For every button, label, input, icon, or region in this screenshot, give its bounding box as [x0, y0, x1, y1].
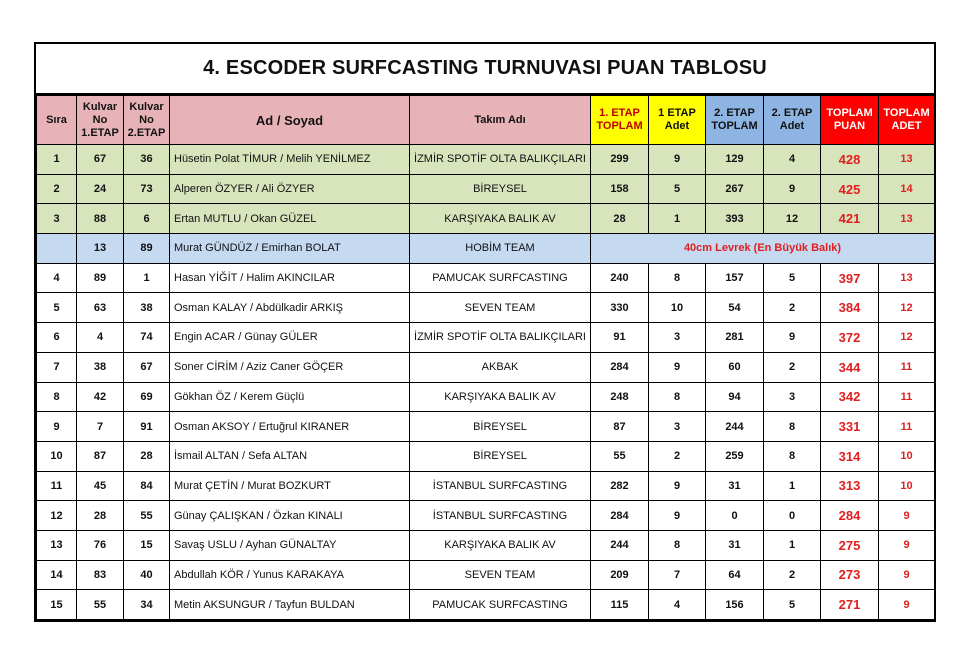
cell-kulvar-1: 67	[77, 145, 124, 175]
cell-sira: 14	[37, 560, 77, 590]
cell-toplam-adet: 11	[879, 412, 935, 442]
cell-note: 40cm Levrek (En Büyük Balık)	[591, 234, 935, 264]
cell-etap1-adet: 5	[649, 174, 706, 204]
cell-etap1-toplam: 299	[591, 145, 649, 175]
table-row	[37, 263, 935, 293]
table-row	[37, 471, 935, 501]
cell-takim: İSTANBUL SURFCASTING	[410, 471, 591, 501]
cell-sira: 9	[37, 412, 77, 442]
cell-sira: 6	[37, 323, 77, 353]
cell-kulvar-1: 87	[77, 441, 124, 471]
cell-kulvar-2: 84	[124, 471, 170, 501]
cell-toplam-adet: 11	[879, 382, 935, 412]
cell-sira: 7	[37, 352, 77, 382]
cell-etap2-toplam: 31	[706, 471, 764, 501]
cell-takim: BİREYSEL	[410, 441, 591, 471]
table-row	[37, 293, 935, 323]
cell-toplam-puan: 372	[821, 323, 879, 353]
cell-kulvar-1: 55	[77, 590, 124, 620]
cell-toplam-puan: 314	[821, 441, 879, 471]
cell-sira: 15	[37, 590, 77, 620]
cell-toplam-puan: 397	[821, 263, 879, 293]
cell-etap1-adet: 9	[649, 501, 706, 531]
cell-toplam-adet: 9	[879, 530, 935, 560]
cell-sira: 11	[37, 471, 77, 501]
header-takim: Takım Adı	[410, 96, 591, 145]
cell-etap1-toplam: 28	[591, 204, 649, 234]
cell-ad-soyad: Osman AKSOY / Ertuğrul KIRANER	[170, 412, 410, 442]
cell-takim: SEVEN TEAM	[410, 560, 591, 590]
cell-etap1-adet: 9	[649, 471, 706, 501]
table-row	[37, 204, 935, 234]
cell-etap1-toplam: 115	[591, 590, 649, 620]
cell-etap1-toplam: 240	[591, 263, 649, 293]
cell-etap1-toplam: 330	[591, 293, 649, 323]
cell-etap1-adet: 8	[649, 382, 706, 412]
cell-etap2-adet: 9	[764, 174, 821, 204]
cell-toplam-puan: 271	[821, 590, 879, 620]
cell-takim: AKBAK	[410, 352, 591, 382]
cell-etap2-adet: 5	[764, 590, 821, 620]
table-row	[37, 145, 935, 175]
header-etap2-adet: 2. ETAP Adet	[764, 96, 821, 145]
cell-etap1-adet: 3	[649, 323, 706, 353]
table-row	[37, 501, 935, 531]
cell-sira: 3	[37, 204, 77, 234]
cell-etap1-toplam: 284	[591, 352, 649, 382]
table-row	[37, 234, 935, 264]
header-row	[37, 96, 935, 145]
cell-etap1-adet: 2	[649, 441, 706, 471]
cell-takim: HOBİM TEAM	[410, 234, 591, 264]
cell-takim: İZMİR SPOTİF OLTA BALIKÇILARI	[410, 323, 591, 353]
cell-kulvar-1: 38	[77, 352, 124, 382]
cell-takim: İSTANBUL SURFCASTING	[410, 501, 591, 531]
header-toplam-adet: TOPLAM ADET	[879, 96, 935, 145]
cell-etap2-adet: 5	[764, 263, 821, 293]
cell-toplam-puan: 313	[821, 471, 879, 501]
cell-kulvar-1: 28	[77, 501, 124, 531]
cell-kulvar-1: 42	[77, 382, 124, 412]
cell-etap1-adet: 7	[649, 560, 706, 590]
cell-ad-soyad: Gökhan ÖZ / Kerem Güçlü	[170, 382, 410, 412]
cell-takim: PAMUCAK SURFCASTING	[410, 590, 591, 620]
cell-kulvar-2: 15	[124, 530, 170, 560]
cell-etap2-toplam: 60	[706, 352, 764, 382]
cell-toplam-puan: 344	[821, 352, 879, 382]
table-row	[37, 352, 935, 382]
cell-etap2-toplam: 244	[706, 412, 764, 442]
cell-kulvar-1: 76	[77, 530, 124, 560]
cell-ad-soyad: Osman KALAY / Abdülkadir ARKIŞ	[170, 293, 410, 323]
cell-etap2-toplam: 64	[706, 560, 764, 590]
cell-takim: PAMUCAK SURFCASTING	[410, 263, 591, 293]
cell-etap2-adet: 8	[764, 441, 821, 471]
cell-ad-soyad: Alperen ÖZYER / Ali ÖZYER	[170, 174, 410, 204]
cell-toplam-adet: 9	[879, 560, 935, 590]
cell-toplam-adet: 12	[879, 293, 935, 323]
cell-ad-soyad: Soner CİRİM / Aziz Caner GÖÇER	[170, 352, 410, 382]
cell-etap2-toplam: 157	[706, 263, 764, 293]
cell-toplam-puan: 331	[821, 412, 879, 442]
score-sheet	[34, 42, 936, 622]
cell-toplam-adet: 13	[879, 263, 935, 293]
cell-etap1-toplam: 282	[591, 471, 649, 501]
cell-sira: 8	[37, 382, 77, 412]
cell-etap2-toplam: 156	[706, 590, 764, 620]
cell-etap1-toplam: 284	[591, 501, 649, 531]
cell-toplam-adet: 9	[879, 501, 935, 531]
cell-toplam-adet: 10	[879, 471, 935, 501]
cell-kulvar-1: 4	[77, 323, 124, 353]
cell-etap1-adet: 3	[649, 412, 706, 442]
cell-toplam-puan: 384	[821, 293, 879, 323]
header-kulvar-2: Kulvar No 2.ETAP	[124, 96, 170, 145]
cell-etap1-toplam: 87	[591, 412, 649, 442]
cell-sira: 10	[37, 441, 77, 471]
cell-kulvar-1: 83	[77, 560, 124, 590]
cell-etap2-adet: 2	[764, 560, 821, 590]
cell-toplam-adet: 10	[879, 441, 935, 471]
cell-takim: SEVEN TEAM	[410, 293, 591, 323]
cell-etap1-adet: 10	[649, 293, 706, 323]
cell-toplam-adet: 13	[879, 145, 935, 175]
cell-kulvar-1: 45	[77, 471, 124, 501]
cell-kulvar-2: 6	[124, 204, 170, 234]
table-row	[37, 560, 935, 590]
cell-etap2-adet: 1	[764, 471, 821, 501]
cell-toplam-puan: 275	[821, 530, 879, 560]
cell-toplam-puan: 421	[821, 204, 879, 234]
cell-ad-soyad: Murat GÜNDÜZ / Emirhan BOLAT	[170, 234, 410, 264]
header-sira: Sıra	[37, 96, 77, 145]
cell-kulvar-2: 55	[124, 501, 170, 531]
cell-ad-soyad: Metin AKSUNGUR / Tayfun BULDAN	[170, 590, 410, 620]
cell-etap1-toplam: 244	[591, 530, 649, 560]
cell-etap2-adet: 8	[764, 412, 821, 442]
cell-takim: BİREYSEL	[410, 174, 591, 204]
cell-kulvar-2: 38	[124, 293, 170, 323]
cell-ad-soyad: Hüsetin Polat TİMUR / Melih YENİLMEZ	[170, 145, 410, 175]
cell-kulvar-2: 36	[124, 145, 170, 175]
cell-sira: 13	[37, 530, 77, 560]
cell-etap1-adet: 1	[649, 204, 706, 234]
cell-kulvar-2: 89	[124, 234, 170, 264]
cell-sira	[37, 234, 77, 264]
cell-etap2-toplam: 259	[706, 441, 764, 471]
cell-ad-soyad: Ertan MUTLU / Okan GÜZEL	[170, 204, 410, 234]
header-etap1-toplam: 1. ETAP TOPLAM	[591, 96, 649, 145]
cell-toplam-adet: 12	[879, 323, 935, 353]
cell-ad-soyad: Hasan YİĞİT / Halim AKINCILAR	[170, 263, 410, 293]
cell-etap2-adet: 3	[764, 382, 821, 412]
cell-etap1-adet: 9	[649, 145, 706, 175]
cell-etap2-adet: 4	[764, 145, 821, 175]
cell-kulvar-2: 69	[124, 382, 170, 412]
cell-sira: 5	[37, 293, 77, 323]
cell-kulvar-2: 91	[124, 412, 170, 442]
cell-toplam-puan: 428	[821, 145, 879, 175]
cell-etap1-toplam: 209	[591, 560, 649, 590]
table-row	[37, 530, 935, 560]
cell-kulvar-1: 13	[77, 234, 124, 264]
table-row	[37, 323, 935, 353]
cell-takim: İZMİR SPOTİF OLTA BALIKÇILARI	[410, 145, 591, 175]
cell-etap2-adet: 2	[764, 352, 821, 382]
cell-toplam-adet: 13	[879, 204, 935, 234]
cell-toplam-adet: 11	[879, 352, 935, 382]
cell-ad-soyad: Engin ACAR / Günay GÜLER	[170, 323, 410, 353]
cell-toplam-adet: 14	[879, 174, 935, 204]
cell-kulvar-2: 1	[124, 263, 170, 293]
cell-kulvar-2: 28	[124, 441, 170, 471]
cell-ad-soyad: Günay ÇALIŞKAN / Özkan KINALI	[170, 501, 410, 531]
cell-ad-soyad: Savaş USLU / Ayhan GÜNALTAY	[170, 530, 410, 560]
cell-toplam-puan: 273	[821, 560, 879, 590]
cell-ad-soyad: Murat ÇETİN / Murat BOZKURT	[170, 471, 410, 501]
cell-takim: KARŞIYAKA BALIK AV	[410, 530, 591, 560]
cell-etap1-toplam: 55	[591, 441, 649, 471]
cell-kulvar-1: 24	[77, 174, 124, 204]
cell-kulvar-2: 34	[124, 590, 170, 620]
cell-etap2-toplam: 31	[706, 530, 764, 560]
header-etap2-toplam: 2. ETAP TOPLAM	[706, 96, 764, 145]
cell-kulvar-1: 88	[77, 204, 124, 234]
cell-etap2-toplam: 54	[706, 293, 764, 323]
cell-takim: KARŞIYAKA BALIK AV	[410, 204, 591, 234]
cell-etap2-toplam: 393	[706, 204, 764, 234]
cell-etap2-toplam: 0	[706, 501, 764, 531]
score-table	[36, 95, 935, 620]
cell-etap2-toplam: 267	[706, 174, 764, 204]
header-toplam-puan: TOPLAM PUAN	[821, 96, 879, 145]
cell-kulvar-2: 67	[124, 352, 170, 382]
cell-kulvar-2: 40	[124, 560, 170, 590]
cell-etap1-toplam: 158	[591, 174, 649, 204]
table-row	[37, 174, 935, 204]
cell-etap1-adet: 8	[649, 263, 706, 293]
cell-kulvar-1: 63	[77, 293, 124, 323]
cell-toplam-puan: 284	[821, 501, 879, 531]
cell-etap1-toplam: 248	[591, 382, 649, 412]
cell-etap2-toplam: 129	[706, 145, 764, 175]
cell-kulvar-1: 89	[77, 263, 124, 293]
header-etap1-adet: 1 ETAP Adet	[649, 96, 706, 145]
cell-toplam-puan: 342	[821, 382, 879, 412]
cell-etap2-adet: 9	[764, 323, 821, 353]
cell-toplam-puan: 425	[821, 174, 879, 204]
cell-etap1-adet: 9	[649, 352, 706, 382]
header-ad-soyad: Ad / Soyad	[170, 96, 410, 145]
cell-ad-soyad: İsmail ALTAN / Sefa ALTAN	[170, 441, 410, 471]
cell-etap1-toplam: 91	[591, 323, 649, 353]
cell-kulvar-2: 74	[124, 323, 170, 353]
cell-sira: 1	[37, 145, 77, 175]
cell-sira: 4	[37, 263, 77, 293]
table-row	[37, 590, 935, 620]
cell-etap2-toplam: 281	[706, 323, 764, 353]
cell-kulvar-2: 73	[124, 174, 170, 204]
cell-etap2-adet: 2	[764, 293, 821, 323]
cell-toplam-adet: 9	[879, 590, 935, 620]
cell-sira: 2	[37, 174, 77, 204]
table-row	[37, 441, 935, 471]
table-row	[37, 412, 935, 442]
cell-etap2-toplam: 94	[706, 382, 764, 412]
cell-takim: BİREYSEL	[410, 412, 591, 442]
cell-takim: KARŞIYAKA BALIK AV	[410, 382, 591, 412]
cell-etap2-adet: 0	[764, 501, 821, 531]
cell-etap2-adet: 1	[764, 530, 821, 560]
cell-etap2-adet: 12	[764, 204, 821, 234]
table-row	[37, 382, 935, 412]
page-title: 4. ESCODER SURFCASTING TURNUVASI PUAN TABLOSU	[36, 44, 934, 95]
cell-etap1-adet: 4	[649, 590, 706, 620]
cell-sira: 12	[37, 501, 77, 531]
header-kulvar-1: Kulvar No 1.ETAP	[77, 96, 124, 145]
cell-ad-soyad: Abdullah KÖR / Yunus KARAKAYA	[170, 560, 410, 590]
cell-etap1-adet: 8	[649, 530, 706, 560]
cell-kulvar-1: 7	[77, 412, 124, 442]
